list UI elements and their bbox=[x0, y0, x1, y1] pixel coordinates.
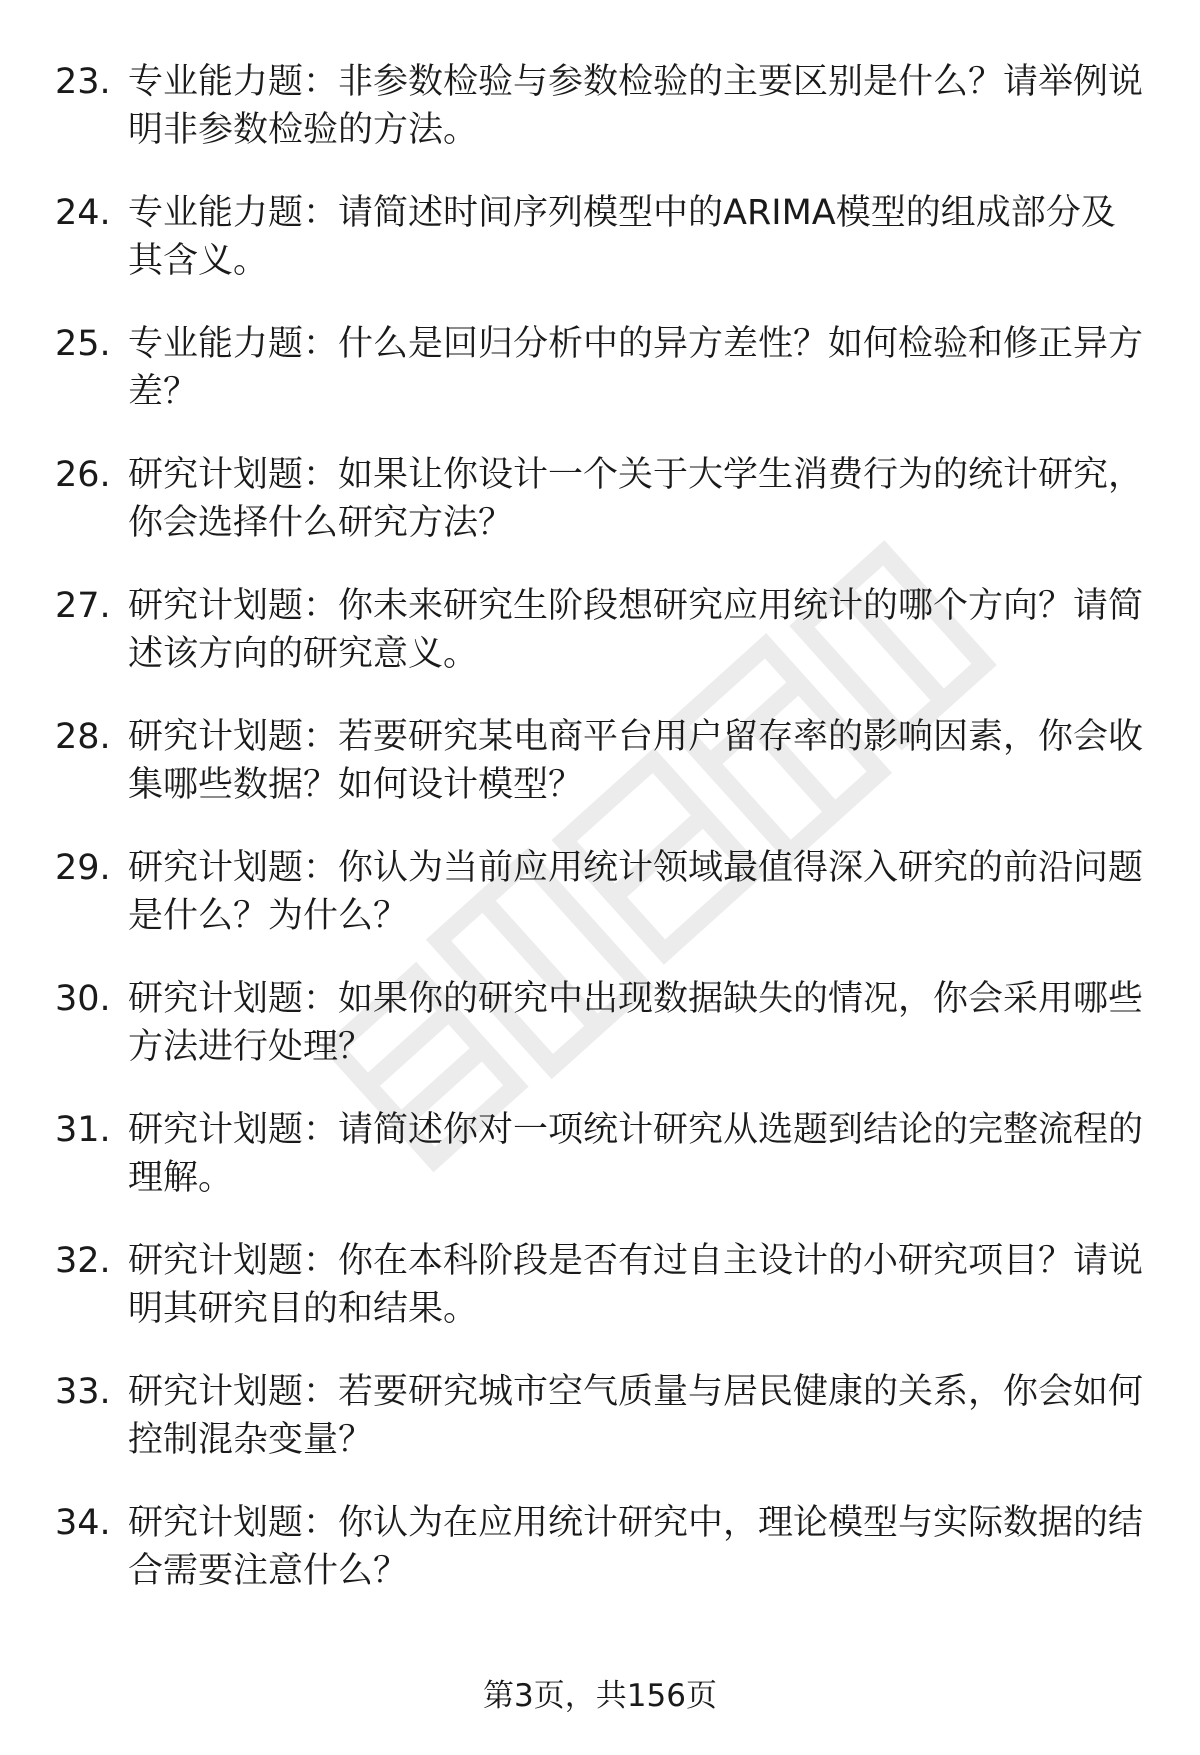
question-number: 26. bbox=[55, 455, 111, 495]
question-item bbox=[0, 1106, 1200, 1237]
question-list bbox=[0, 58, 1200, 1630]
question-number: 33. bbox=[55, 1372, 111, 1412]
question-text: 研究计划题：你认为在应用统计研究中，理论模型与实际数据的结合需要注意什么？ bbox=[128, 1503, 1144, 1591]
question-text: 研究计划题：你认为当前应用统计领域最值得深入研究的前沿问题是什么？为什么？ bbox=[128, 848, 1144, 936]
question-item bbox=[0, 975, 1200, 1106]
page-footer bbox=[0, 1676, 1200, 1716]
question-item bbox=[0, 713, 1200, 844]
page-number-label: 第3页，共156页 bbox=[483, 1678, 717, 1714]
question-item bbox=[0, 451, 1200, 582]
question-number: 34. bbox=[55, 1503, 111, 1543]
question-number: 24. bbox=[55, 193, 111, 233]
question-text: 研究计划题：如果让你设计一个关于大学生消费行为的统计研究，你会选择什么研究方法？ bbox=[128, 455, 1144, 543]
question-number: 28. bbox=[55, 717, 111, 757]
question-text: 专业能力题：非参数检验与参数检验的主要区别是什么？请举例说明非参数检验的方法。 bbox=[128, 62, 1144, 150]
question-text: 研究计划题：如果你的研究中出现数据缺失的情况，你会采用哪些方法进行处理？ bbox=[128, 979, 1144, 1067]
question-item bbox=[0, 320, 1200, 451]
question-item bbox=[0, 189, 1200, 320]
question-text: 专业能力题：请简述时间序列模型中的ARIMA模型的组成部分及其含义。 bbox=[128, 193, 1116, 281]
question-item bbox=[0, 844, 1200, 975]
question-item bbox=[0, 582, 1200, 713]
question-item bbox=[0, 1368, 1200, 1499]
question-text: 专业能力题：什么是回归分析中的异方差性？如何检验和修正异方差？ bbox=[128, 324, 1144, 412]
question-item bbox=[0, 1499, 1200, 1630]
question-text: 研究计划题：若要研究城市空气质量与居民健康的关系，你会如何控制混杂变量？ bbox=[128, 1372, 1144, 1460]
question-number: 31. bbox=[55, 1110, 111, 1150]
question-text: 研究计划题：若要研究某电商平台用户留存率的影响因素，你会收集哪些数据？如何设计模型？ bbox=[128, 717, 1144, 805]
question-number: 29. bbox=[55, 848, 111, 888]
question-item bbox=[0, 58, 1200, 189]
question-text: 研究计划题：请简述你对一项统计研究从选题到结论的完整流程的理解。 bbox=[128, 1110, 1144, 1198]
question-text: 研究计划题：你在本科阶段是否有过自主设计的小研究项目？请说明其研究目的和结果。 bbox=[128, 1241, 1144, 1329]
question-text: 研究计划题：你未来研究生阶段想研究应用统计的哪个方向？请简述该方向的研究意义。 bbox=[128, 586, 1144, 674]
question-number: 23. bbox=[55, 62, 111, 102]
question-number: 30. bbox=[55, 979, 111, 1019]
question-item bbox=[0, 1237, 1200, 1368]
question-number: 32. bbox=[55, 1241, 111, 1281]
question-number: 27. bbox=[55, 586, 111, 626]
question-number: 25. bbox=[55, 324, 111, 364]
